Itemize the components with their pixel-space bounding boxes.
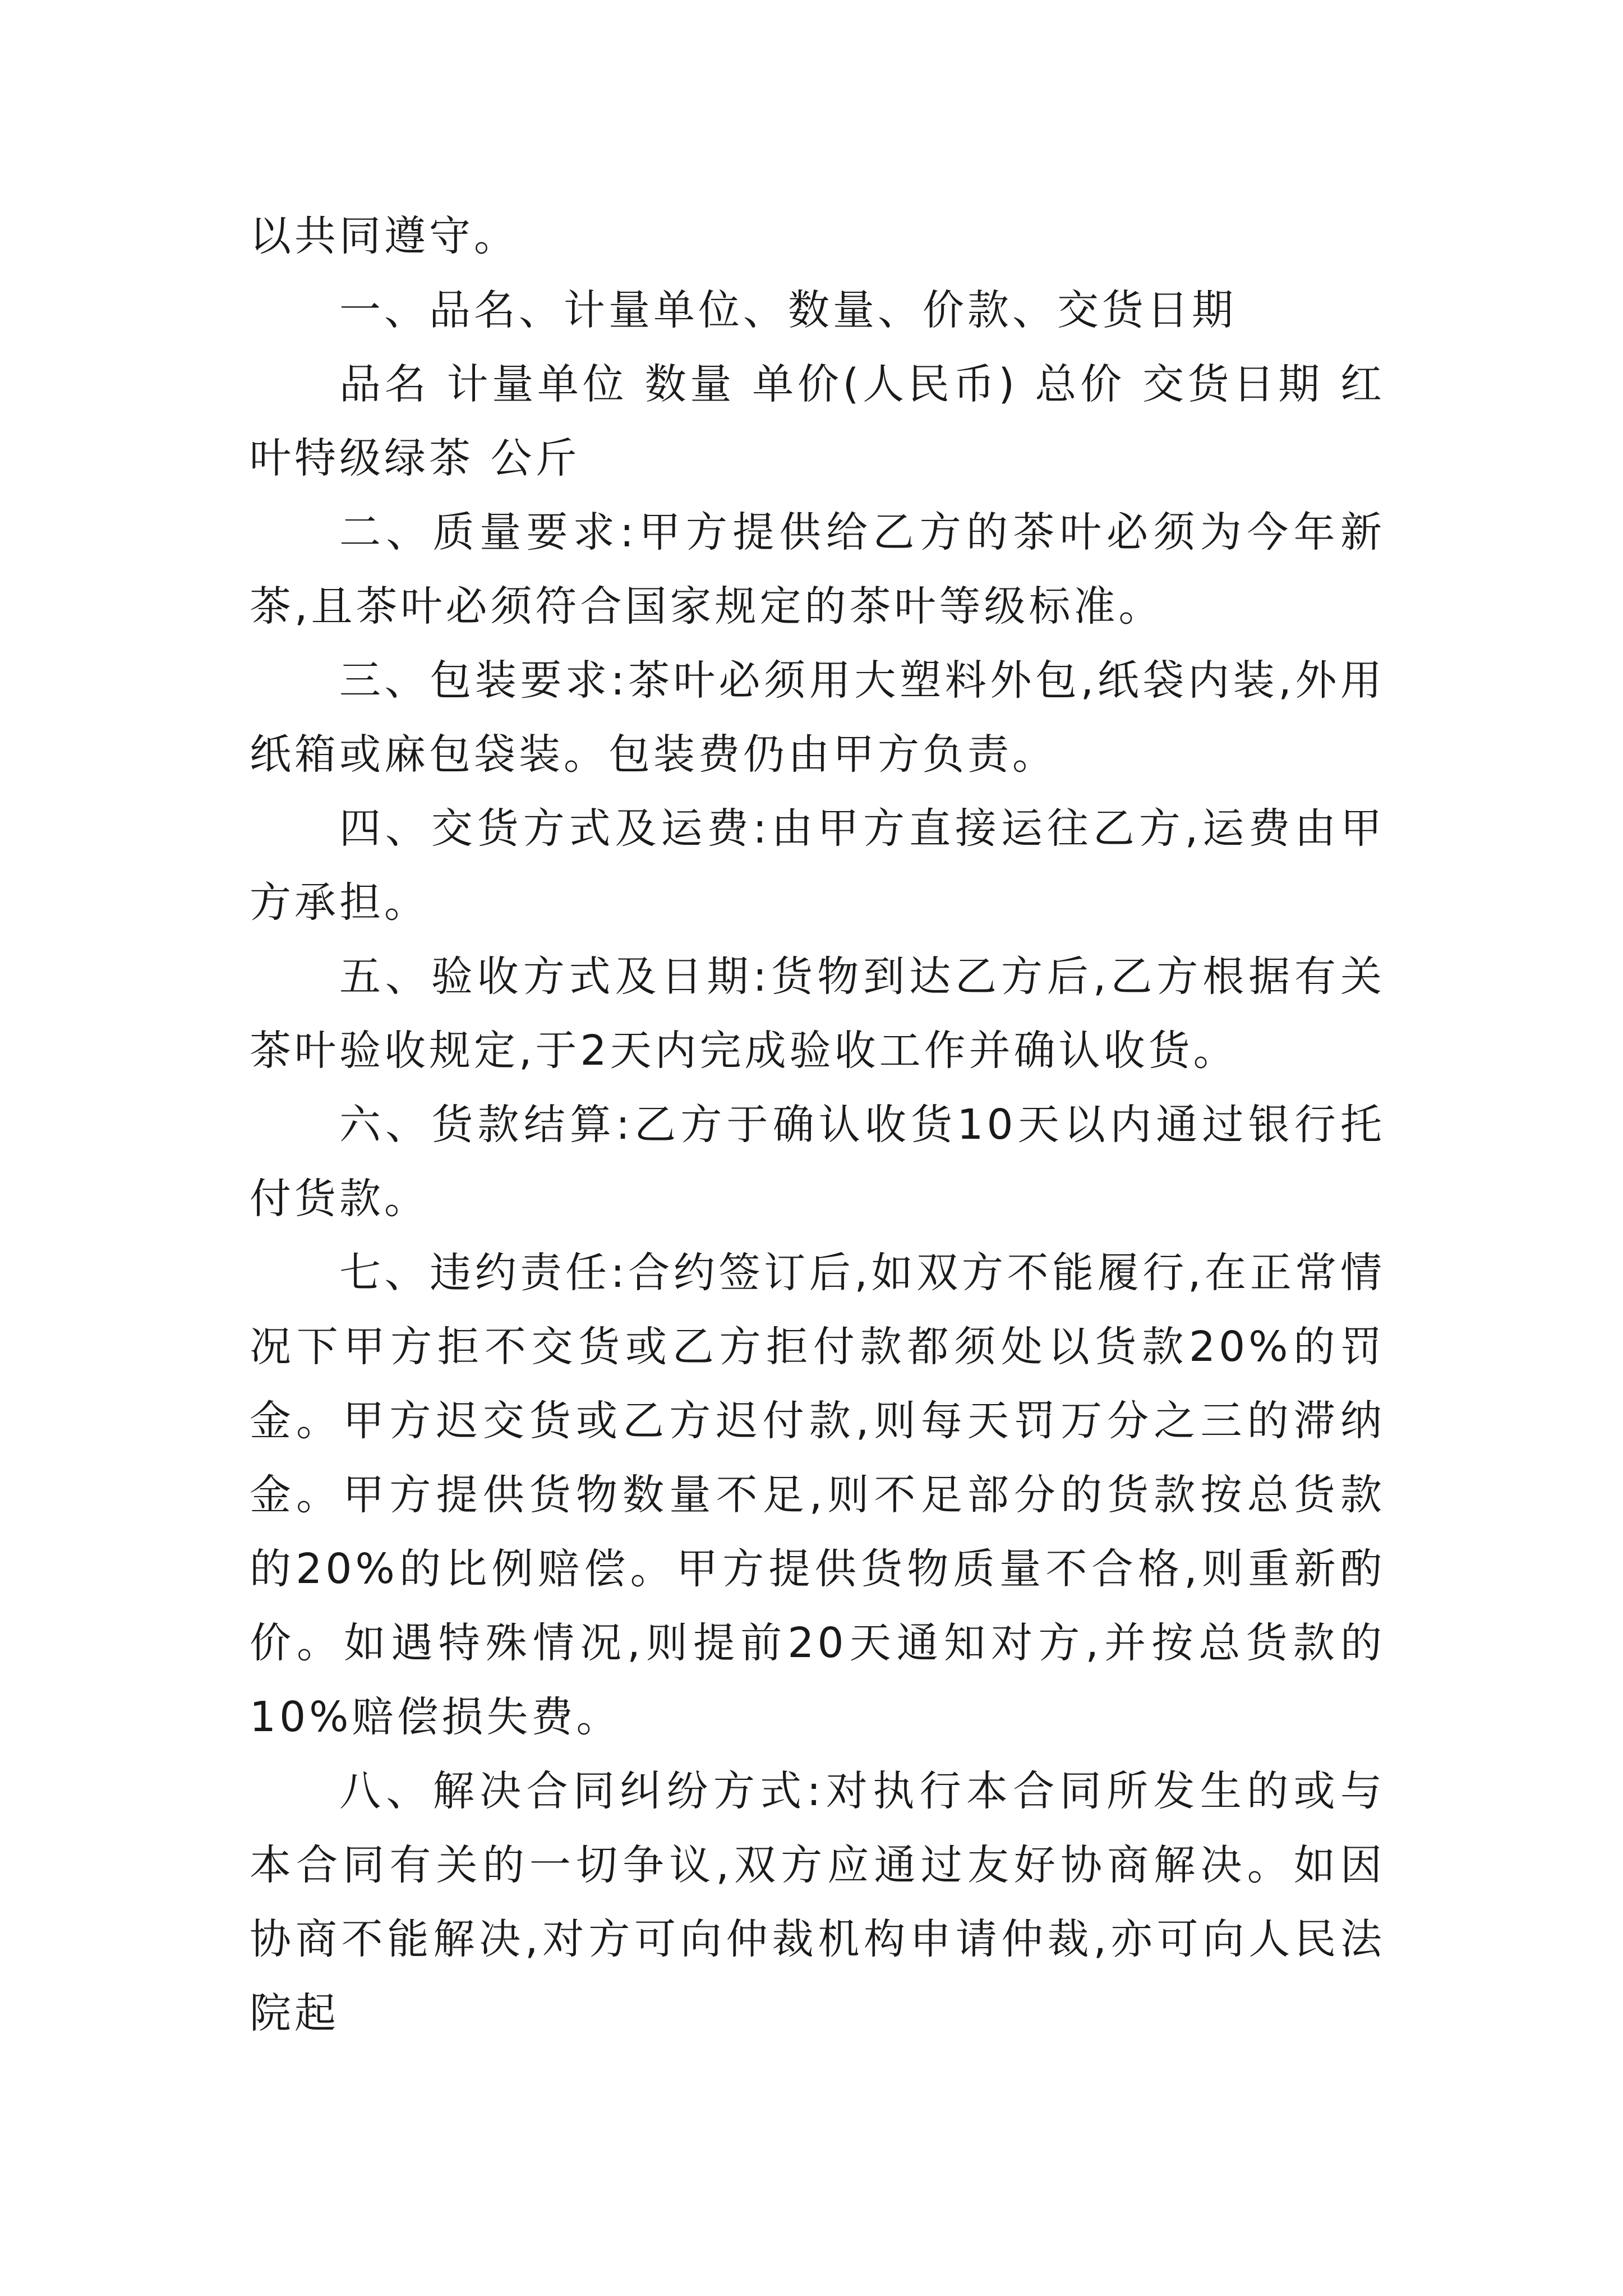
document-body xyxy=(250,199,1385,2050)
section-3-packaging: 三、包装要求:茶叶必须用大塑料外包,纸袋内装,外用纸箱或麻包袋装。包装费仍由甲方负责。 xyxy=(250,656,1385,779)
paragraph-continuation: 以共同遵守。 xyxy=(250,212,519,260)
section-6-settlement: 六、货款结算:乙方于确认收货10天以内通过银行托付货款。 xyxy=(250,1101,1385,1223)
section-8-disputes: 八、解决合同纠纷方式:对执行本合同所发生的或与本合同有关的一切争议,双方应通过友好协商解决。如因协商不能解决,对方可向仲裁机构申请仲裁,亦可向人民法院起 xyxy=(250,1767,1385,2037)
section-1-heading: 一、品名、计量单位、数量、价款、交货日期 xyxy=(339,286,1237,334)
section-4-delivery: 四、交货方式及运费:由甲方直接运往乙方,运费由甲方承担。 xyxy=(250,804,1385,927)
product-table-row: 品名 计量单位 数量 单价(人民币) 总价 交货日期 红叶特级绿茶 公斤 xyxy=(250,360,1385,482)
section-7-liability: 七、违约责任:合约签订后,如双方不能履行,在正常情况下甲方拒不交货或乙方拒付款都须处以货款20%的罚金。甲方迟交货或乙方迟付款,则每天罚万分之三的滞纳金。甲方提供货物数量不足,则不足部分的货款按总货款的20%的比例赔偿。甲方提供货物质量不合格,则重新酌价。如遇特殊情况,则提前20天通知对方,并按总货款的10%赔偿损失费。 xyxy=(250,1249,1385,1741)
section-5-inspection: 五、验收方式及日期:货物到达乙方后,乙方根据有关茶叶验收规定,于2天内完成验收工作并确认收货。 xyxy=(250,953,1385,1075)
section-2-quality: 二、质量要求:甲方提供给乙方的茶叶必须为今年新茶,且茶叶必须符合国家规定的茶叶等级标准。 xyxy=(250,508,1385,631)
